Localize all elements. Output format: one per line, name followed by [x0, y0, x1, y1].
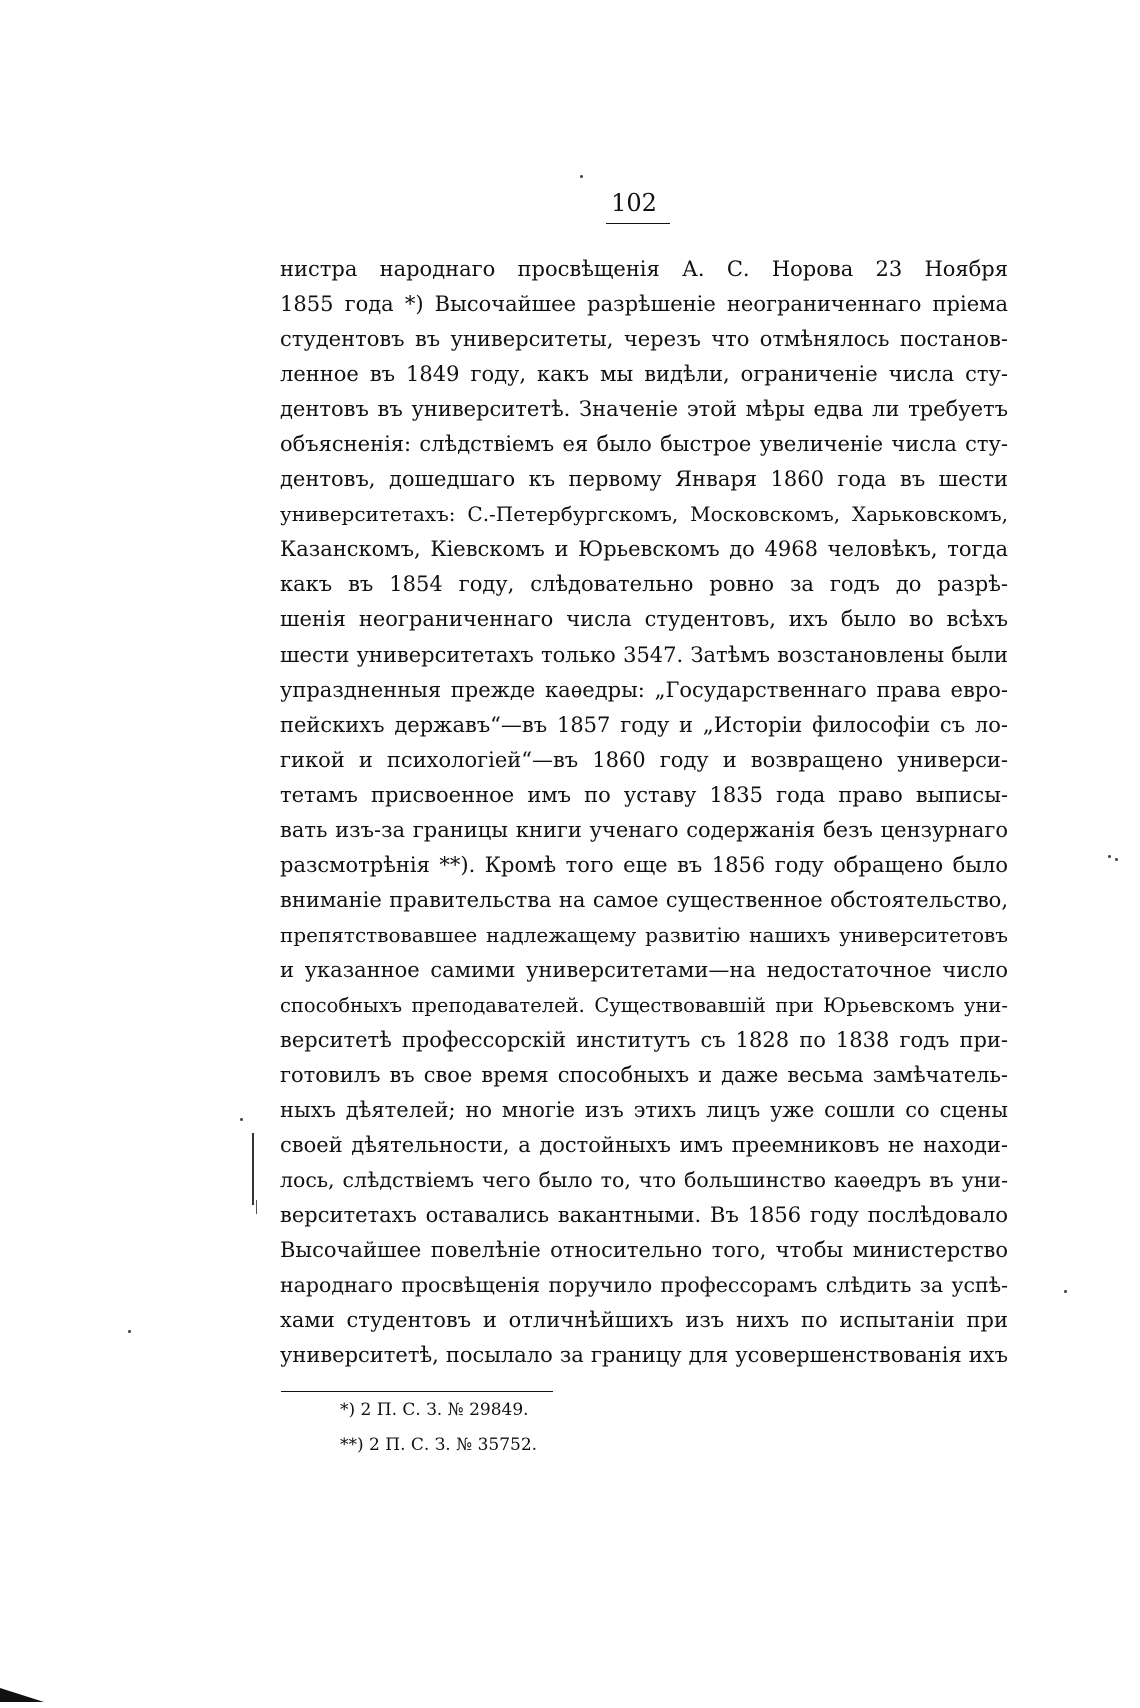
- text-line: своей дѣятельности, а достойныхъ имъ преемниковъ не находи-: [280, 1133, 1008, 1158]
- text-line: разсмотрѣнія **). Кромѣ того еще въ 1856 году обращено было: [280, 852, 1008, 877]
- text-line: пейскихъ державъ“—въ 1857 году и „Исторіи философіи съ ло-: [280, 712, 1008, 737]
- text-line: дентовъ въ университетѣ. Значеніе этой мѣры едва ли требуетъ: [280, 397, 1008, 422]
- text-line: 1855 года *) Высочайшее разрѣшеніе неограниченнаго пріема: [280, 292, 1008, 317]
- scan-corner-shadow: [0, 1688, 44, 1702]
- text-line: вать изъ-за границы книги ученаго содержанія безъ цензурнаго: [280, 817, 1008, 842]
- text-line: народнаго просвѣщенія поручило профессорамъ слѣдить за успѣ-: [280, 1273, 1008, 1298]
- page-number: 102: [611, 189, 657, 217]
- text-line: верситетахъ оставались вакантными. Въ 1856 году послѣдовало: [280, 1203, 1008, 1228]
- text-line: нистра народнаго просвѣщенія А. С. Норова 23 Ноября: [280, 257, 1008, 281]
- text-line: Высочайшее повелѣніе относительно того, чтобы министерство: [280, 1238, 1008, 1263]
- page-number-underline: [606, 223, 670, 224]
- text-line: университетахъ: С.-Петербургскомъ, Московскомъ, Харьковскомъ,: [280, 502, 1008, 527]
- text-line: тетамъ присвоенное имъ по уставу 1835 года право выписы-: [280, 782, 1008, 807]
- text-line: вниманіе правительства на самое существенное обстоятельство,: [280, 887, 1008, 912]
- scan-speck: [1108, 855, 1111, 858]
- text-line: гикой и психологіей“—въ 1860 году и возвращено универси-: [280, 747, 1008, 772]
- text-line: объясненія: слѣдствіемъ ея было быстрое увеличеніе числа сту-: [280, 432, 1008, 457]
- margin-pencil-mark: [252, 1133, 254, 1205]
- scan-speck: [1115, 858, 1118, 861]
- footnote-1: *) 2 П. С. З. № 29849.: [340, 1400, 529, 1420]
- text-line: студентовъ въ университеты, черезъ что отмѣнялось постанов-: [280, 327, 1008, 352]
- text-line: университетѣ, посылало за границу для усовершенствованія ихъ: [280, 1343, 1008, 1368]
- text-line: верситетѣ профессорскій институтъ съ 1828 по 1838 годъ при-: [280, 1028, 1008, 1053]
- text-line: хами студентовъ и отличнѣйшихъ изъ нихъ по испытаніи при: [280, 1308, 1008, 1333]
- text-line: какъ въ 1854 году, слѣдовательно ровно за годъ до разрѣ-: [280, 572, 1008, 597]
- text-line: шести университетахъ только 3547. Затѣмъ возстановлены были: [280, 642, 1008, 667]
- footnote-2: **) 2 П. С. З. № 35752.: [340, 1435, 538, 1455]
- text-line: ленное въ 1849 году, какъ мы видѣли, ограниченіе числа сту-: [280, 362, 1008, 387]
- text-line: упраздненныя прежде каѳедры: „Государственнаго права евро-: [280, 677, 1008, 702]
- text-line: и указанное самими университетами—на недостаточное число: [280, 957, 1008, 982]
- body-text: [280, 252, 1008, 1374]
- scan-speck: [1064, 1290, 1067, 1293]
- scan-speck: [580, 175, 583, 178]
- text-line: ныхъ дѣятелей; но многіе изъ этихъ лицъ уже сошли со сцены: [280, 1098, 1008, 1123]
- text-line: лось, слѣдствіемъ чего было то, что большинство каѳедръ въ уни-: [280, 1168, 1008, 1193]
- margin-pencil-mark-tail: [256, 1200, 257, 1214]
- text-line: препятствовавшее надлежащему развитію нашихъ университетовъ: [280, 922, 1008, 947]
- text-line: шенія неограниченнаго числа студентовъ, ихъ было во всѣхъ: [280, 607, 1008, 632]
- footnotes: [340, 1393, 740, 1463]
- text-line: дентовъ, дошедшаго къ первому Января 1860 года въ шести: [280, 467, 1008, 492]
- scan-speck: [240, 1118, 243, 1121]
- text-line: Казанскомъ, Кіевскомъ и Юрьевскомъ до 4968 человѣкъ, тогда: [280, 537, 1008, 562]
- scan-speck: [128, 1330, 131, 1333]
- text-line: способныхъ преподавателей. Существовавшій при Юрьевскомъ уни-: [280, 993, 1008, 1017]
- footnote-divider: [281, 1391, 553, 1392]
- text-line: готовилъ въ свое время способныхъ и даже весьма замѣчатель-: [280, 1063, 1008, 1088]
